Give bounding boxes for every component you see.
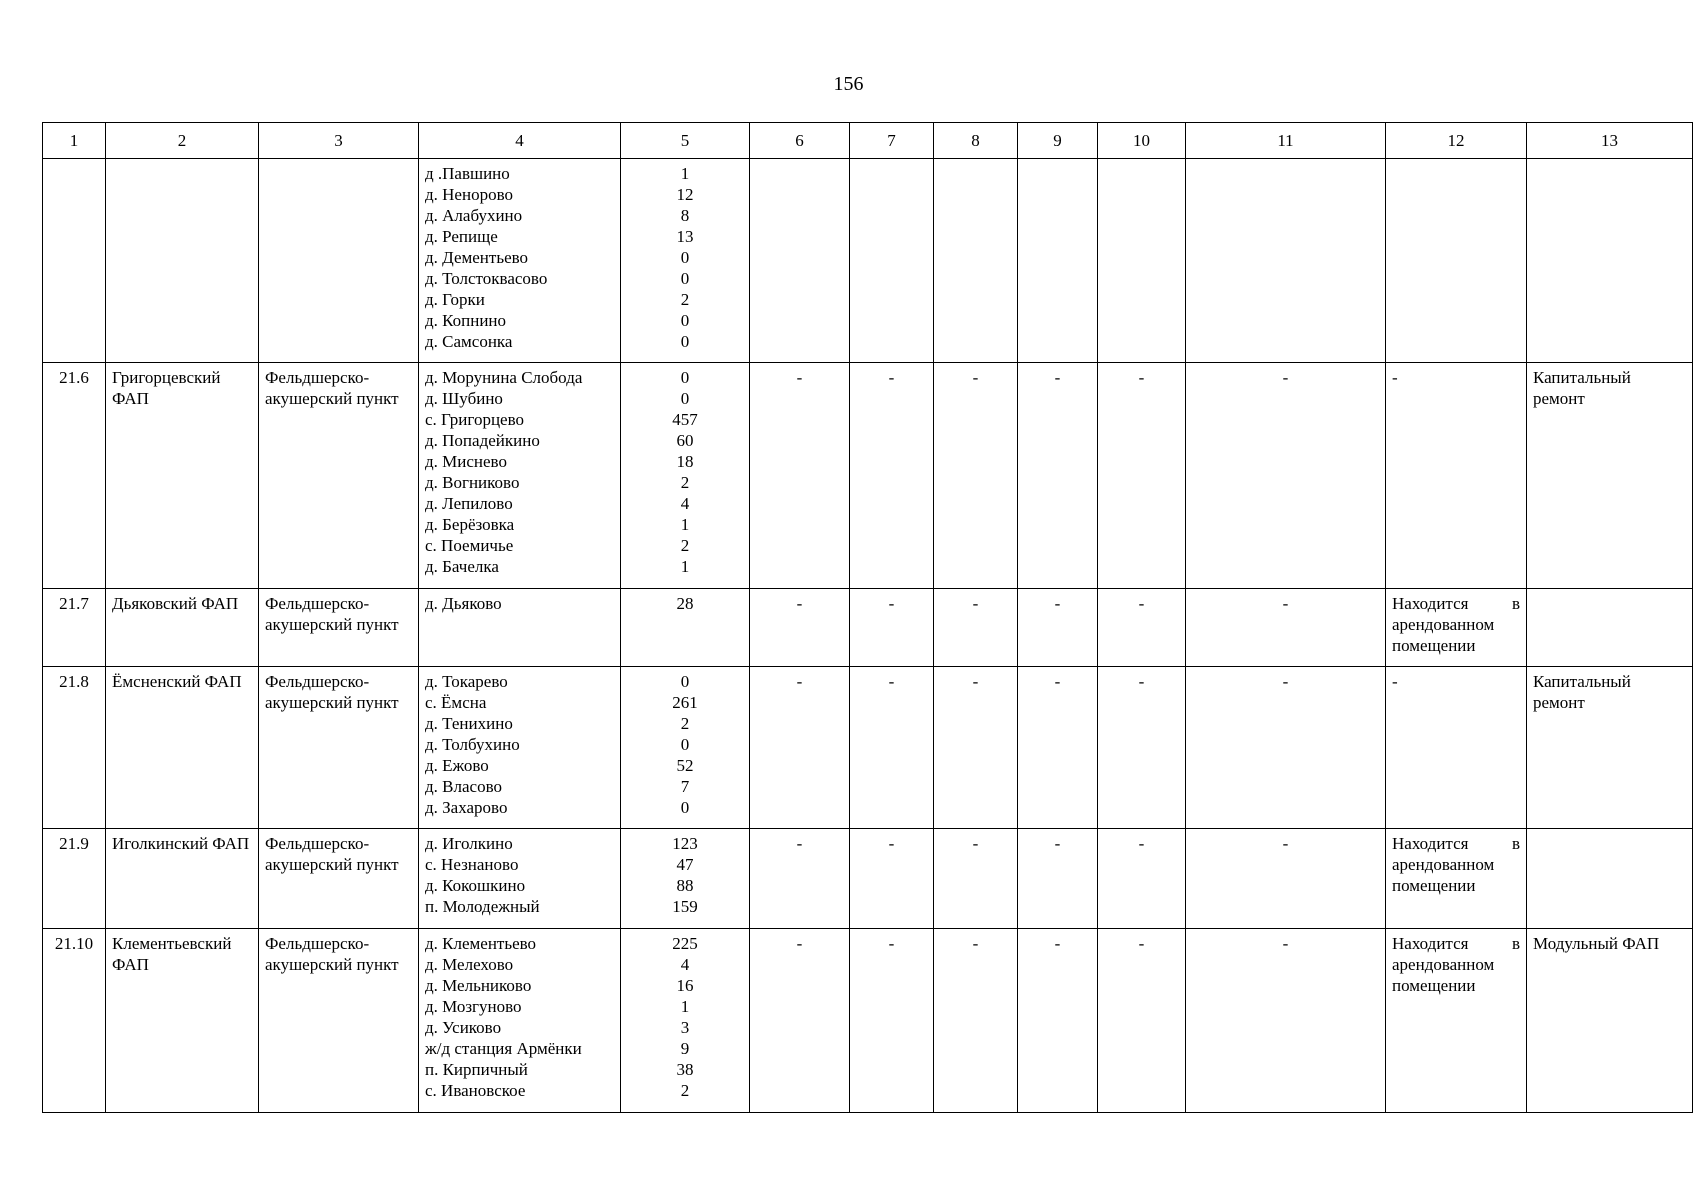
cell-value: - [796, 934, 803, 953]
population-value: 0 [680, 311, 690, 330]
dash-cell [1186, 929, 1386, 1113]
table-row [43, 667, 1693, 829]
cell-value: - [972, 672, 979, 691]
dash-cell [750, 829, 850, 929]
population-value: 1 [680, 515, 690, 534]
settlement-name: д. Тенихино [425, 714, 513, 733]
population-value: 1 [680, 997, 690, 1016]
cell-value: - [888, 834, 895, 853]
remark-cell [1527, 929, 1693, 1113]
settlement-name: д. Лепилово [425, 494, 513, 513]
settlement-name: д. Попадейкино [425, 431, 540, 450]
population-value: 7 [680, 777, 690, 796]
facility-type-cell [259, 159, 419, 363]
settlement-name: д. Дьяково [425, 594, 502, 613]
cell-value: - [888, 594, 895, 613]
remark-cell [1527, 159, 1693, 363]
cell-value: - [1138, 672, 1145, 691]
settlement-name: д .Павшино [425, 164, 510, 183]
facility-type-cell [259, 589, 419, 667]
settlement-name: д. Толстоквасово [425, 269, 548, 288]
population-value: 9 [680, 1039, 690, 1058]
settlement-name: д. Ненорово [425, 185, 513, 204]
population-value: 0 [680, 798, 690, 817]
cell-value: - [1054, 934, 1061, 953]
dash-cell [1098, 667, 1186, 829]
population-value: 159 [672, 897, 698, 916]
row-number-cell [43, 929, 106, 1113]
cell-value: - [972, 934, 979, 953]
cell-value: - [1138, 934, 1145, 953]
settlement-name: с. Поемичье [425, 536, 514, 555]
remark-cell [1527, 667, 1693, 829]
facilities-table [42, 122, 1693, 1113]
population-value: 3 [680, 1018, 690, 1037]
facility-name-cell [106, 159, 259, 363]
dash-cell [1018, 363, 1098, 589]
cell-value: - [972, 368, 979, 387]
table-row [43, 929, 1693, 1113]
settlement-name: д. Мозгуново [425, 997, 522, 1016]
cell-value: - [1054, 594, 1061, 613]
cell-value: - [1138, 368, 1145, 387]
location-note-cell [1386, 159, 1527, 363]
remark-cell [1527, 829, 1693, 929]
cell-value: - [888, 934, 895, 953]
location-note: - [1392, 672, 1398, 691]
row-number-cell [43, 829, 106, 929]
cell-value: - [796, 834, 803, 853]
population-value: 261 [672, 693, 698, 712]
column-header: 5 [621, 123, 750, 159]
population-value: 2 [680, 473, 690, 492]
facility-name: Ёмсненский ФАП [112, 672, 242, 691]
population-value: 0 [680, 368, 690, 387]
facility-name-cell [106, 589, 259, 667]
settlement-name: д. Захарово [425, 798, 508, 817]
population-value: 0 [680, 735, 690, 754]
settlements-cell [419, 159, 621, 363]
settlements-cell [419, 667, 621, 829]
facility-type: Фельдшерско-акушерский пункт [265, 672, 399, 712]
settlement-name: д. Мелехово [425, 955, 514, 974]
population-value: 1 [680, 164, 690, 183]
location-note: - [1392, 368, 1398, 387]
settlement-name: д. Толбухино [425, 735, 520, 754]
population-value: 8 [680, 206, 690, 225]
dash-cell [1098, 159, 1186, 363]
population-value: 1 [680, 557, 690, 576]
population-value: 38 [676, 1060, 694, 1079]
settlement-name: ж/д станция Армёнки [425, 1039, 582, 1058]
population-value: 2 [680, 290, 690, 309]
dash-cell [750, 929, 850, 1113]
settlement-name: д. Клементьево [425, 934, 537, 953]
population-value: 457 [672, 410, 698, 429]
page-number: 156 [833, 73, 864, 95]
cell-value: - [1138, 834, 1145, 853]
dash-cell [850, 589, 934, 667]
facility-name-cell [106, 929, 259, 1113]
population-value: 0 [680, 248, 690, 267]
population-value: 2 [680, 536, 690, 555]
settlements-cell [419, 929, 621, 1113]
settlement-name: с. Незнаново [425, 855, 519, 874]
cell-value: - [1282, 368, 1289, 387]
table-row [43, 589, 1693, 667]
population-cell [621, 363, 750, 589]
location-note: Находится в арендованном помещении [1392, 834, 1520, 895]
population-value: 0 [680, 389, 690, 408]
remark-cell [1527, 363, 1693, 589]
dash-cell [934, 929, 1018, 1113]
settlement-name: с. Ивановское [425, 1081, 526, 1100]
cell-value: - [1282, 594, 1289, 613]
population-value: 0 [680, 332, 690, 351]
row-number: 21.6 [59, 368, 89, 387]
location-note-cell [1386, 667, 1527, 829]
column-header: 1 [43, 123, 106, 159]
settlement-name: с. Григорцево [425, 410, 525, 429]
population-value: 4 [680, 494, 690, 513]
column-header: 11 [1186, 123, 1386, 159]
settlement-name: д. Дементьево [425, 248, 529, 267]
population-cell [621, 929, 750, 1113]
facility-name: Дьяковский ФАП [112, 594, 239, 613]
population-value: 52 [676, 756, 694, 775]
cell-value: - [1138, 594, 1145, 613]
dash-cell [750, 363, 850, 589]
dash-cell [850, 159, 934, 363]
column-header: 2 [106, 123, 259, 159]
facility-type: Фельдшерско-акушерский пункт [265, 594, 399, 634]
dash-cell [1098, 363, 1186, 589]
table-row [43, 829, 1693, 929]
column-header: 8 [934, 123, 1018, 159]
settlement-name: д. Токарево [425, 672, 508, 691]
population-value: 4 [680, 955, 690, 974]
population-cell [621, 159, 750, 363]
row-number-cell [43, 667, 106, 829]
row-number: 21.9 [59, 834, 89, 853]
column-header: 9 [1018, 123, 1098, 159]
column-header: 3 [259, 123, 419, 159]
dash-cell [934, 667, 1018, 829]
population-value: 2 [680, 714, 690, 733]
facility-name: Иголкинский ФАП [112, 834, 250, 853]
settlement-name: д. Миснево [425, 452, 507, 471]
population-value: 12 [676, 185, 694, 204]
column-header: 12 [1386, 123, 1527, 159]
settlement-name: д. Вогниково [425, 473, 520, 492]
cell-value: - [972, 594, 979, 613]
facility-name: Григорцевский ФАП [112, 368, 221, 408]
facility-name-cell [106, 363, 259, 589]
population-value: 123 [672, 834, 698, 853]
dash-cell [1018, 929, 1098, 1113]
dash-cell [1018, 667, 1098, 829]
settlement-name: д. Копнино [425, 311, 507, 330]
column-header: 7 [850, 123, 934, 159]
facility-name: Клементьевский ФАП [112, 934, 232, 974]
population-value: 88 [676, 876, 694, 895]
cell-value: - [1282, 934, 1289, 953]
facility-type: Фельдшерско-акушерский пункт [265, 368, 399, 408]
settlement-name: д. Алабухино [425, 206, 523, 225]
dash-cell [1186, 159, 1386, 363]
dash-cell [1186, 363, 1386, 589]
settlement-name: д. Морунина Слобода [425, 368, 583, 387]
location-note-cell [1386, 929, 1527, 1113]
settlement-name: д. Репище [425, 227, 498, 246]
dash-cell [750, 589, 850, 667]
dash-cell [934, 589, 1018, 667]
row-number: 21.7 [59, 594, 89, 613]
settlement-name: с. Ёмсна [425, 693, 487, 712]
dash-cell [850, 667, 934, 829]
location-note-cell [1386, 829, 1527, 929]
population-value: 18 [676, 452, 694, 471]
population-value: 0 [680, 672, 690, 691]
facility-type: Фельдшерско-акушерский пункт [265, 934, 399, 974]
population-value: 13 [676, 227, 694, 246]
settlement-name: д. Усиково [425, 1018, 502, 1037]
population-value: 225 [672, 934, 698, 953]
cell-value: - [1054, 834, 1061, 853]
column-header: 13 [1527, 123, 1693, 159]
cell-value: - [1054, 368, 1061, 387]
dash-cell [1186, 589, 1386, 667]
population-value: 0 [680, 269, 690, 288]
dash-cell [1186, 829, 1386, 929]
header-row [43, 123, 1693, 159]
dash-cell [750, 159, 850, 363]
dash-cell [1018, 589, 1098, 667]
column-header: 6 [750, 123, 850, 159]
cell-value: - [796, 672, 803, 691]
dash-cell [934, 363, 1018, 589]
facility-name-cell [106, 667, 259, 829]
settlement-name: д. Иголкино [425, 834, 513, 853]
settlement-name: д. Шубино [425, 389, 503, 408]
remark: Капитальный ремонт [1533, 672, 1631, 712]
dash-cell [1098, 829, 1186, 929]
cell-value: - [1054, 672, 1061, 691]
cell-value: - [796, 368, 803, 387]
cell-value: - [1282, 672, 1289, 691]
column-header: 10 [1098, 123, 1186, 159]
population-cell [621, 667, 750, 829]
column-header: 4 [419, 123, 621, 159]
table-row [43, 363, 1693, 589]
facility-type-cell [259, 929, 419, 1113]
row-number: 21.8 [59, 672, 89, 691]
row-number: 21.10 [54, 934, 94, 953]
settlement-name: д. Берёзовка [425, 515, 515, 534]
row-number-cell [43, 363, 106, 589]
settlement-name: д. Самсонка [425, 332, 513, 351]
dash-cell [850, 829, 934, 929]
dash-cell [934, 159, 1018, 363]
remark: Модульный ФАП [1533, 934, 1660, 953]
population-value: 16 [676, 976, 694, 995]
settlement-name: д. Власово [425, 777, 502, 796]
row-number-cell [43, 589, 106, 667]
facility-type-cell [259, 667, 419, 829]
facility-type: Фельдшерско-акушерский пункт [265, 834, 399, 874]
row-number-cell [43, 159, 106, 363]
table-body [43, 159, 1693, 1113]
cell-value: - [888, 672, 895, 691]
settlement-name: д. Ежово [425, 756, 489, 775]
settlement-name: д. Мельниково [425, 976, 532, 995]
dash-cell [850, 929, 934, 1113]
remark: Капитальный ремонт [1533, 368, 1631, 408]
population-value: 47 [676, 855, 694, 874]
cell-value: - [1282, 834, 1289, 853]
dash-cell [934, 829, 1018, 929]
table-row [43, 159, 1693, 363]
dash-cell [1098, 929, 1186, 1113]
remark-cell [1527, 589, 1693, 667]
dash-cell [1018, 829, 1098, 929]
facility-type-cell [259, 829, 419, 929]
cell-value: - [796, 594, 803, 613]
location-note-cell [1386, 589, 1527, 667]
dash-cell [1186, 667, 1386, 829]
population-cell [621, 589, 750, 667]
location-note: Находится в арендованном помещении [1392, 594, 1520, 655]
dash-cell [750, 667, 850, 829]
population-value: 60 [676, 431, 694, 450]
settlement-name: п. Молодежный [425, 897, 540, 916]
settlements-cell [419, 589, 621, 667]
cell-value: - [888, 368, 895, 387]
population-value: 28 [676, 594, 694, 613]
cell-value: - [972, 834, 979, 853]
settlements-cell [419, 363, 621, 589]
settlement-name: д. Кокошкино [425, 876, 526, 895]
facility-name-cell [106, 829, 259, 929]
facility-type-cell [259, 363, 419, 589]
population-cell [621, 829, 750, 929]
location-note-cell [1386, 363, 1527, 589]
population-value: 2 [680, 1081, 690, 1100]
dash-cell [850, 363, 934, 589]
settlement-name: п. Кирпичный [425, 1060, 528, 1079]
settlement-name: д. Горки [425, 290, 485, 309]
settlements-cell [419, 829, 621, 929]
dash-cell [1018, 159, 1098, 363]
settlement-name: д. Бачелка [425, 557, 499, 576]
location-note: Находится в арендованном помещении [1392, 934, 1520, 995]
dash-cell [1098, 589, 1186, 667]
